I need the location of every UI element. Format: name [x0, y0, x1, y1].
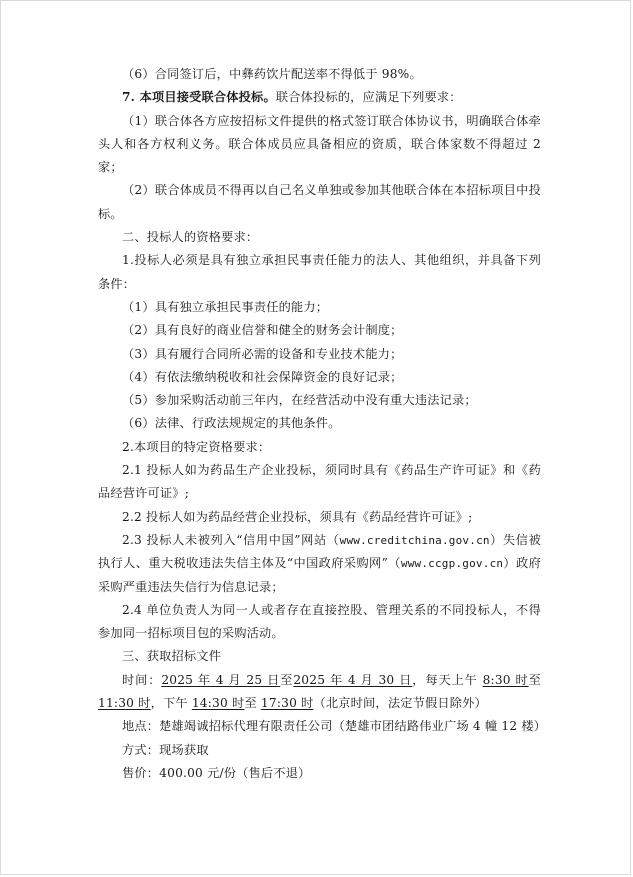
end-date: 2025 年 4 月 30 日 — [293, 672, 413, 687]
price-line: 售价：400.00 元/份（售后不退） — [122, 765, 311, 780]
place-line: 地点：楚雄竭诚招标代理有限责任公司（楚雄市团结路伟业广场 4 幢 12 楼） — [122, 719, 547, 734]
morning-start: 8:30 时 — [482, 672, 529, 687]
qualification-2-4: 2.4 单位负责人为同一人或者存在直接控股、管理关系的不同投标人，不得参加同一招标项目包的采购活动。 — [98, 602, 541, 641]
time-to: 至 — [280, 672, 294, 687]
time-to-3: 至 — [244, 696, 261, 711]
qualification-2-3-b: ）失信被执行人、重大税收违法失信主体及“中国政府采购网”（ — [98, 532, 541, 571]
qualification-item: （3）具有履行合同所必需的设备和专业技术能力； — [122, 346, 403, 361]
time-to-2: 至 — [528, 672, 542, 687]
time-note: （北京时间，法定节假日除外） — [313, 696, 487, 711]
qualification-2-3 — [98, 529, 541, 599]
qualification-2: 2.本项目的特定资格要求： — [122, 439, 271, 454]
qualification-item: （1）具有独立承担民事责任的能力； — [122, 299, 329, 314]
time-pm: ，下午 — [150, 696, 192, 711]
clause-7-consortium — [98, 86, 541, 109]
time-label: 时间： — [122, 672, 162, 687]
section-3-heading: 三、获取招标文件 — [122, 649, 222, 664]
time-daily: ，每天上午 — [412, 672, 483, 687]
qualification-item: （6）法律、行政法规规定的其他条件。 — [122, 416, 341, 431]
qualification-2-1: 2.1 投标人如为药品生产企业投标，须同时具有《药品生产许可证》和《药品经营许可证》; — [98, 463, 541, 501]
qualification-1: 1.投标人必须是具有独立承担民事责任能力的法人、其他组织，并具备下列条件： — [98, 253, 541, 291]
section-2-heading: 二、投标人的资格要求： — [122, 230, 259, 245]
ccgp-url: www.ccgp.gov.cn — [400, 557, 504, 571]
document-body — [98, 63, 547, 785]
qualification-item: （2）具有良好的商业信誉和健全的财务会计制度； — [122, 323, 403, 338]
creditchina-url: www.creditchina.gov.cn — [339, 533, 490, 547]
consortium-req-2: （2）联合体成员不得再以自己名义单独或参加其他联合体在本招标项目中投标。 — [98, 183, 541, 221]
qualification-2-2: 2.2 投标人如为药品经营企业投标，须具有《药品经营许可证》; — [122, 509, 473, 524]
consortium-req-1: （1）联合体各方应按招标文件提供的格式签订联合体协议书，明确联合体牵头人和各方权利义务。联合体成员应具备相应的资质，联合体家数不得超过 2 家； — [98, 113, 541, 175]
afternoon-start: 14:30 时 — [191, 696, 245, 711]
method-line: 方式：现场获取 — [122, 742, 209, 757]
afternoon-end: 17:30 时 — [260, 696, 314, 711]
clause-6-delivery-rate: （6）合同签订后，中彝药饮片配送率不得低于 98%。 — [122, 67, 422, 81]
qualification-2-3-c: ）政府采购严重违法失信行为信息记录； — [98, 556, 541, 594]
clause-7-text: 联合体投标的，应满足下列要求： — [275, 90, 462, 105]
qualification-item: （4）有依法缴纳税收和社会保障资金的良好记录； — [122, 369, 403, 384]
qualification-item: （5）参加采购活动前三年内，在经营活动中没有重大违法记录； — [122, 393, 477, 408]
morning-end: 11:30 时 — [98, 696, 151, 711]
qualification-2-3-a: 2.3 投标人未被列入“信用中国”网站（ — [122, 532, 340, 547]
clause-7-title: 7. 本项目接受联合体投标。 — [122, 90, 276, 105]
start-date: 2025 年 4 月 25 日 — [161, 672, 281, 687]
time-line — [98, 669, 541, 716]
